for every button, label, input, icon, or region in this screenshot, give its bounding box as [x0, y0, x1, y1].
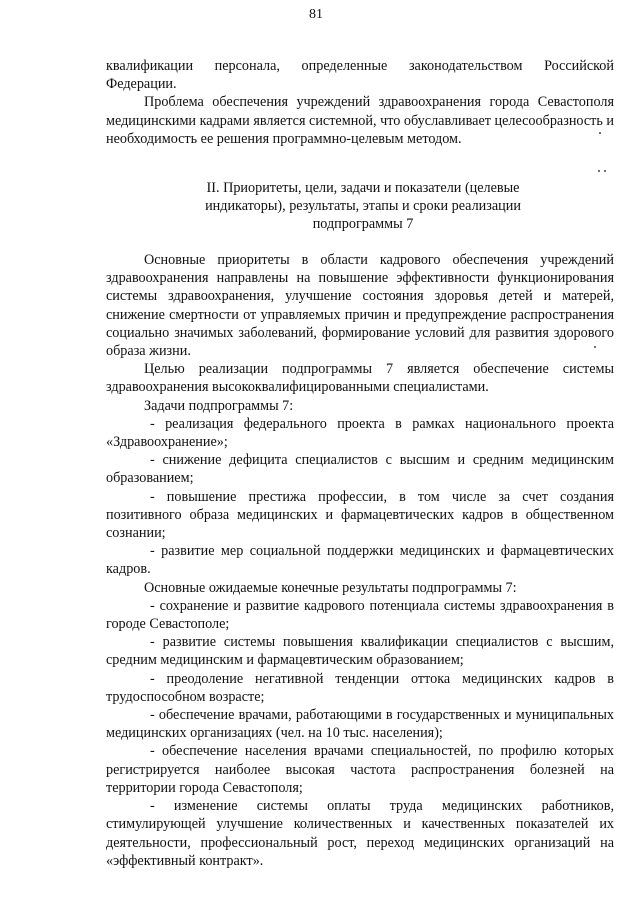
intro-block [106, 57, 614, 148]
section-heading-line-1: II. Приоритеты, цели, задачи и показатели (целевые [206, 180, 520, 196]
scan-speck [604, 170, 606, 172]
scan-speck [594, 346, 596, 348]
result-item-2: - развитие системы повышения квалификации специалистов с высшим, средним медицинским и фармацевтическим образованием; [106, 634, 614, 669]
intro-paragraph-1: квалификации персонала, определенные законодательством Российской Федерации. [106, 58, 614, 93]
task-item-4: - развитие мер социальной поддержки медицинских и фармацевтических кадров. [106, 543, 614, 578]
result-item-3: - преодоление негативной тенденции оттока медицинских кадров в трудоспособном возрасте; [106, 670, 614, 705]
page-number: 81 [309, 7, 323, 22]
goal-paragraph: Целью реализации подпрограммы 7 является обеспечение системы здравоохранения высококвалифицированными специалистами. [106, 361, 614, 396]
result-item-5: - обеспечение населения врачами специальностей, по профилю которых регистрируется наиболее высокая частота распространения болезней на территории города Севастополя; [106, 743, 614, 796]
result-item-1: - сохранение и развитие кадрового потенциала системы здравоохранения в городе Севастополе; [106, 597, 614, 633]
section-heading-line-3: подпрограммы 7 [312, 216, 414, 233]
priorities-paragraph: Основные приоритеты в области кадрового обеспечения учреждений здравоохранения направлены на повышение эффективности функционирования системы здравоохранения, улучшение состояния здоровья детей и матерей, снижение смертности от управляемых причин и предупреждение распространения социально значимых заболеваний, формирование условий для развития здорового образа жизни. [106, 252, 614, 360]
section-heading-line-2: индикаторы), результаты, этапы и сроки реализации [205, 198, 521, 215]
intro-paragraph-2: Проблема обеспечения учреждений здравоохранения города Севастополя медицинскими кадрами является системной, что обуславливает целесообразность и необходимость ее решения программно-целевым методом. [106, 94, 614, 147]
scan-speck [598, 170, 600, 172]
result-item-4: - обеспечение врачами, работающими в государственных и муниципальных медицинских организациях (чел. на 10 тыс. населения); [106, 707, 614, 742]
result-item-6: - изменение системы оплаты труда медицинских работников, стимулирующей улучшение количественных и качественных показателей их деятельности, профессиональный рост, переход медицинских организаций на «эффективный контракт». [106, 798, 614, 869]
task-item-1: - реализация федерального проекта в рамках национального проекта «Здравоохранение»; [106, 415, 614, 451]
task-item-2: - снижение дефицита специалистов с высшим и средним медицинским образованием; [106, 452, 614, 487]
section-heading [118, 179, 608, 234]
task-item-3: - повышение престижа профессии, в том числе за счет создания позитивного образа медицинских и фармацевтических кадров в общественном сознании; [106, 488, 614, 542]
results-title: Основные ожидаемые конечные результаты подпрограммы 7: [144, 579, 517, 596]
tasks-title: Задачи подпрограммы 7: [144, 397, 294, 414]
scan-speck [599, 132, 601, 134]
main-body [106, 251, 614, 870]
